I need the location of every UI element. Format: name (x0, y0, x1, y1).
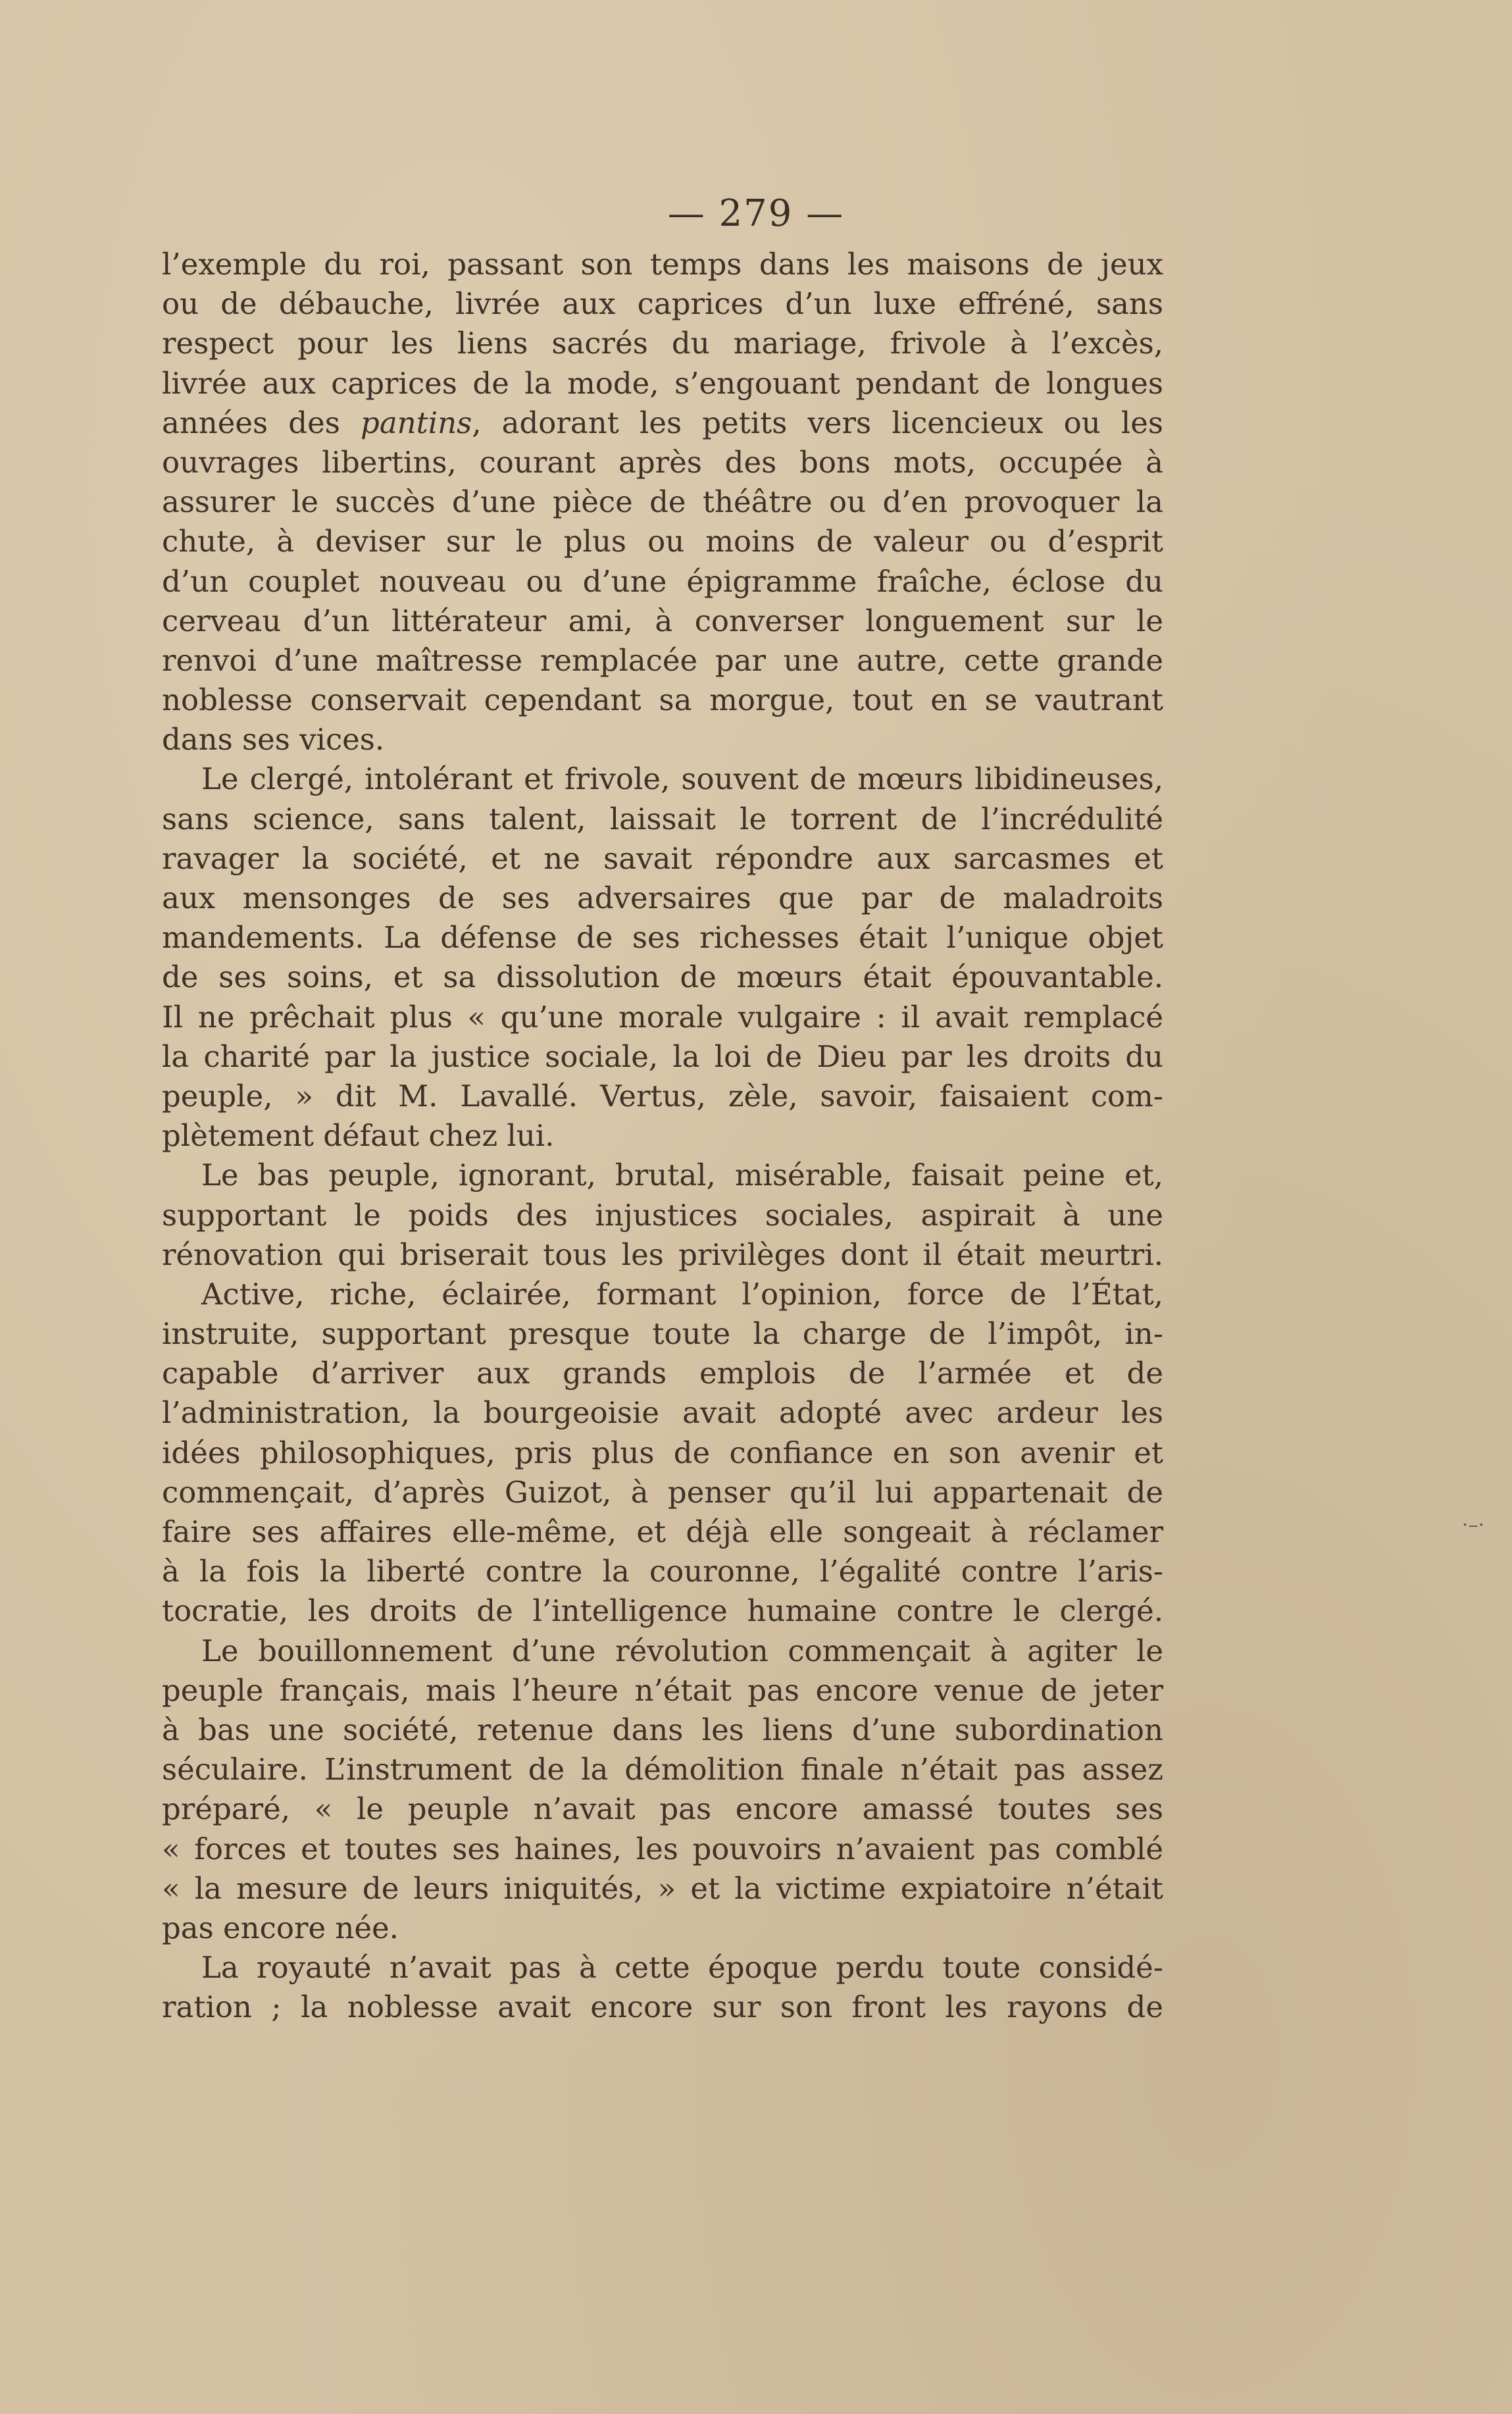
text-line: mandements. La défense de ses richesses était l’unique objet (162, 920, 1163, 956)
text-line: peuple, » dit M. Lavallé. Vertus, zèle, savoir, faisaient com- (162, 1078, 1163, 1114)
text-line: Le bas peuple, ignorant, brutal, misérable, faisait peine et, (201, 1158, 1163, 1193)
text-line: Il ne prêchait plus « qu’une morale vulgaire : il avait remplacé (162, 999, 1163, 1035)
body-text (162, 245, 1163, 2027)
text-line: ration ; la noblesse avait encore sur son front les rayons de (162, 1990, 1163, 2025)
text-line: instruite, supportant presque toute la charge de l’impôt, in- (162, 1316, 1163, 1352)
text-line: années des pantins, adorant les petits vers licencieux ou les (162, 405, 1163, 440)
text-line: ravager la société, et ne savait répondre aux sarcasmes et (162, 840, 1163, 876)
margin-mark: ·–· (1461, 1514, 1484, 1537)
text-line: plètement défaut chez lui. (162, 1118, 555, 1154)
text-line: La royauté n’avait pas à cette époque perdu toute considé- (201, 1950, 1163, 1986)
text-line: préparé, « le peuple n’avait pas encore amassé toutes ses (162, 1791, 1163, 1827)
text-line: sans science, sans talent, laissait le torrent de l’incrédulité (162, 801, 1163, 836)
text-line: dans ses vices. (162, 722, 385, 758)
text-line: commençait, d’après Guizot, à penser qu’il lui appartenait de (162, 1474, 1163, 1510)
text-line: capable d’arriver aux grands emplois de l’armée et de (162, 1356, 1163, 1391)
text-line: à bas une société, retenue dans les liens d’une subordination (162, 1712, 1163, 1747)
text-line: aux mensonges de ses adversaires que par de maladroits (162, 881, 1163, 915)
text-line: livrée aux caprices de la mode, s’engouant pendant de longues (162, 365, 1163, 401)
text-line: faire ses affaires elle-même, et déjà elle songeait à réclamer (162, 1514, 1163, 1549)
text-line: idées philosophiques, pris plus de confiance en son avenir et (162, 1435, 1163, 1470)
text-line: Le clergé, intolérant et frivole, souvent de mœurs libidineuses, (201, 761, 1163, 797)
text-line: rénovation qui briserait tous les privilèges dont il était meurtri. (162, 1237, 1163, 1272)
text-line: de ses soins, et sa dissolution de mœurs était épouvantable. (162, 960, 1163, 995)
text-line: ou de débauche, livrée aux caprices d’un luxe effréné, sans (162, 286, 1163, 322)
text-line: chute, à deviser sur le plus ou moins de valeur ou d’esprit (162, 524, 1163, 559)
text-line: tocratie, les droits de l’intelligence humaine contre le clergé. (162, 1593, 1163, 1629)
text-line: l’administration, la bourgeoisie avait adopté avec ardeur les (162, 1395, 1163, 1431)
text-line: assurer le succès d’une pièce de théâtre ou d’en provoquer la (162, 484, 1163, 520)
text-line: ouvrages libertins, courant après des bons mots, occupée à (162, 444, 1163, 480)
text-line: l’exemple du roi, passant son temps dans les maisons de jeux (162, 247, 1163, 282)
text-line: Active, riche, éclairée, formant l’opinion, force de l’État, (201, 1276, 1163, 1312)
text-line: respect pour les liens sacrés du mariage, frivole à l’excès, (162, 326, 1163, 361)
text-line: peuple français, mais l’heure n’était pas encore venue de jeter (162, 1672, 1163, 1708)
text-line: pas encore née. (162, 1910, 399, 1945)
text-line: séculaire. L’instrument de la démolition finale n’était pas assez (162, 1752, 1163, 1787)
text-line: « forces et toutes ses haines, les pouvoirs n’avaient pas comblé (162, 1831, 1163, 1866)
text-line: « la mesure de leurs iniquités, » et la victime expiatoire n’était (162, 1870, 1163, 1906)
text-line: supportant le poids des injustices sociales, aspirait à une (162, 1197, 1163, 1233)
text-line: noblesse conservait cependant sa morgue, tout en se vautrant (162, 682, 1163, 718)
text-line: renvoi d’une maîtresse remplacée par une autre, cette grande (162, 642, 1163, 678)
text-line: cerveau d’un littérateur ami, à converser longuement sur le (162, 603, 1163, 638)
page-number: — 279 — (667, 192, 845, 235)
text-line: d’un couplet nouveau ou d’une épigramme fraîche, éclose du (162, 563, 1163, 599)
text-line: à la fois la liberté contre la couronne, l’égalité contre l’aris- (162, 1554, 1163, 1589)
text-line: la charité par la justice sociale, la loi de Dieu par les droits du (162, 1039, 1163, 1074)
text-line: Le bouillonnement d’une révolution commençait à agiter le (201, 1633, 1163, 1668)
